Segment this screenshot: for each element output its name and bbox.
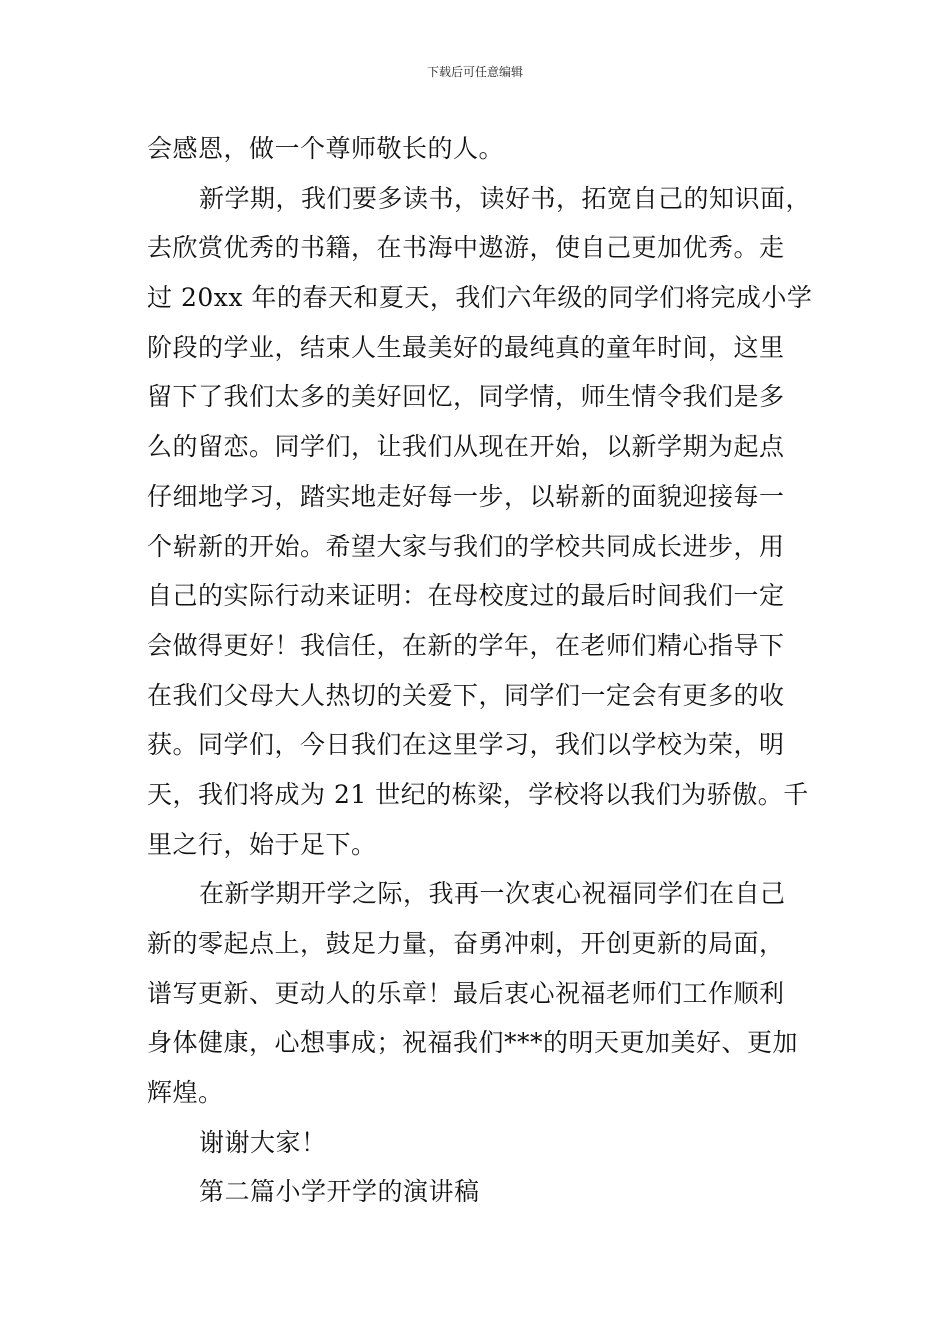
text-line: 去欣赏优秀的书籍，在书海中遨游，使自己更加优秀。走	[147, 233, 785, 263]
text-line: 辉煌。	[147, 1078, 224, 1108]
text-line: 身体健康，心想事成；祝福我们***的明天更加美好、更加	[147, 1028, 799, 1058]
text-line: 新的零起点上，鼓足力量，奋勇冲刺，开创更新的局面，	[147, 929, 785, 958]
text-line: 在我们父母大人热切的关爱下，同学们一定会有更多的收	[147, 680, 785, 710]
paragraph-start-line: 新学期，我们要多读书，读好书，拓宽自己的知识面，	[199, 183, 812, 213]
text-line: 么的留恋。同学们，让我们从现在开始，以新学期为起点	[147, 432, 785, 462]
text-line: 过 20xx 年的春天和夏天，我们六年级的同学们将完成小学	[147, 283, 813, 313]
text-line: 仔细地学习，踏实地走好每一步，以崭新的面貌迎接每一	[147, 481, 785, 511]
text-line: 自己的实际行动来证明：在母校度过的最后时间我们一定	[147, 581, 785, 611]
section-heading: 第二篇小学开学的演讲稿	[199, 1177, 480, 1207]
text-line: 里之行，始于足下。	[147, 829, 377, 859]
text-line: 天，我们将成为 21 世纪的栋梁，学校将以我们为骄傲。千	[147, 779, 809, 809]
text-line: 获。同学们，今日我们在这里学习，我们以学校为荣，明	[147, 730, 785, 760]
text-line: 阶段的学业，结束人生最美好的最纯真的童年时间，这里	[147, 332, 785, 362]
text-line: 留下了我们太多的美好回忆，同学情，师生情令我们是多	[147, 382, 785, 412]
text-line: 会感恩，做一个尊师敬长的人。	[147, 134, 505, 163]
text-line: 个崭新的开始。希望大家与我们的学校共同成长进步，用	[147, 531, 785, 561]
text-line: 谱写更新、更动人的乐章！最后衷心祝福老师们工作顺利	[147, 978, 785, 1008]
page-header-note: 下载后可任意编辑	[426, 65, 523, 79]
text-line: 会做得更好！我信任，在新的学年，在老师们精心指导下	[147, 630, 785, 660]
closing-thanks-line: 谢谢大家！	[199, 1127, 327, 1157]
document-body	[147, 124, 847, 1217]
paragraph-start-line: 在新学期开学之际，我再一次衷心祝福同学们在自己	[199, 879, 786, 909]
